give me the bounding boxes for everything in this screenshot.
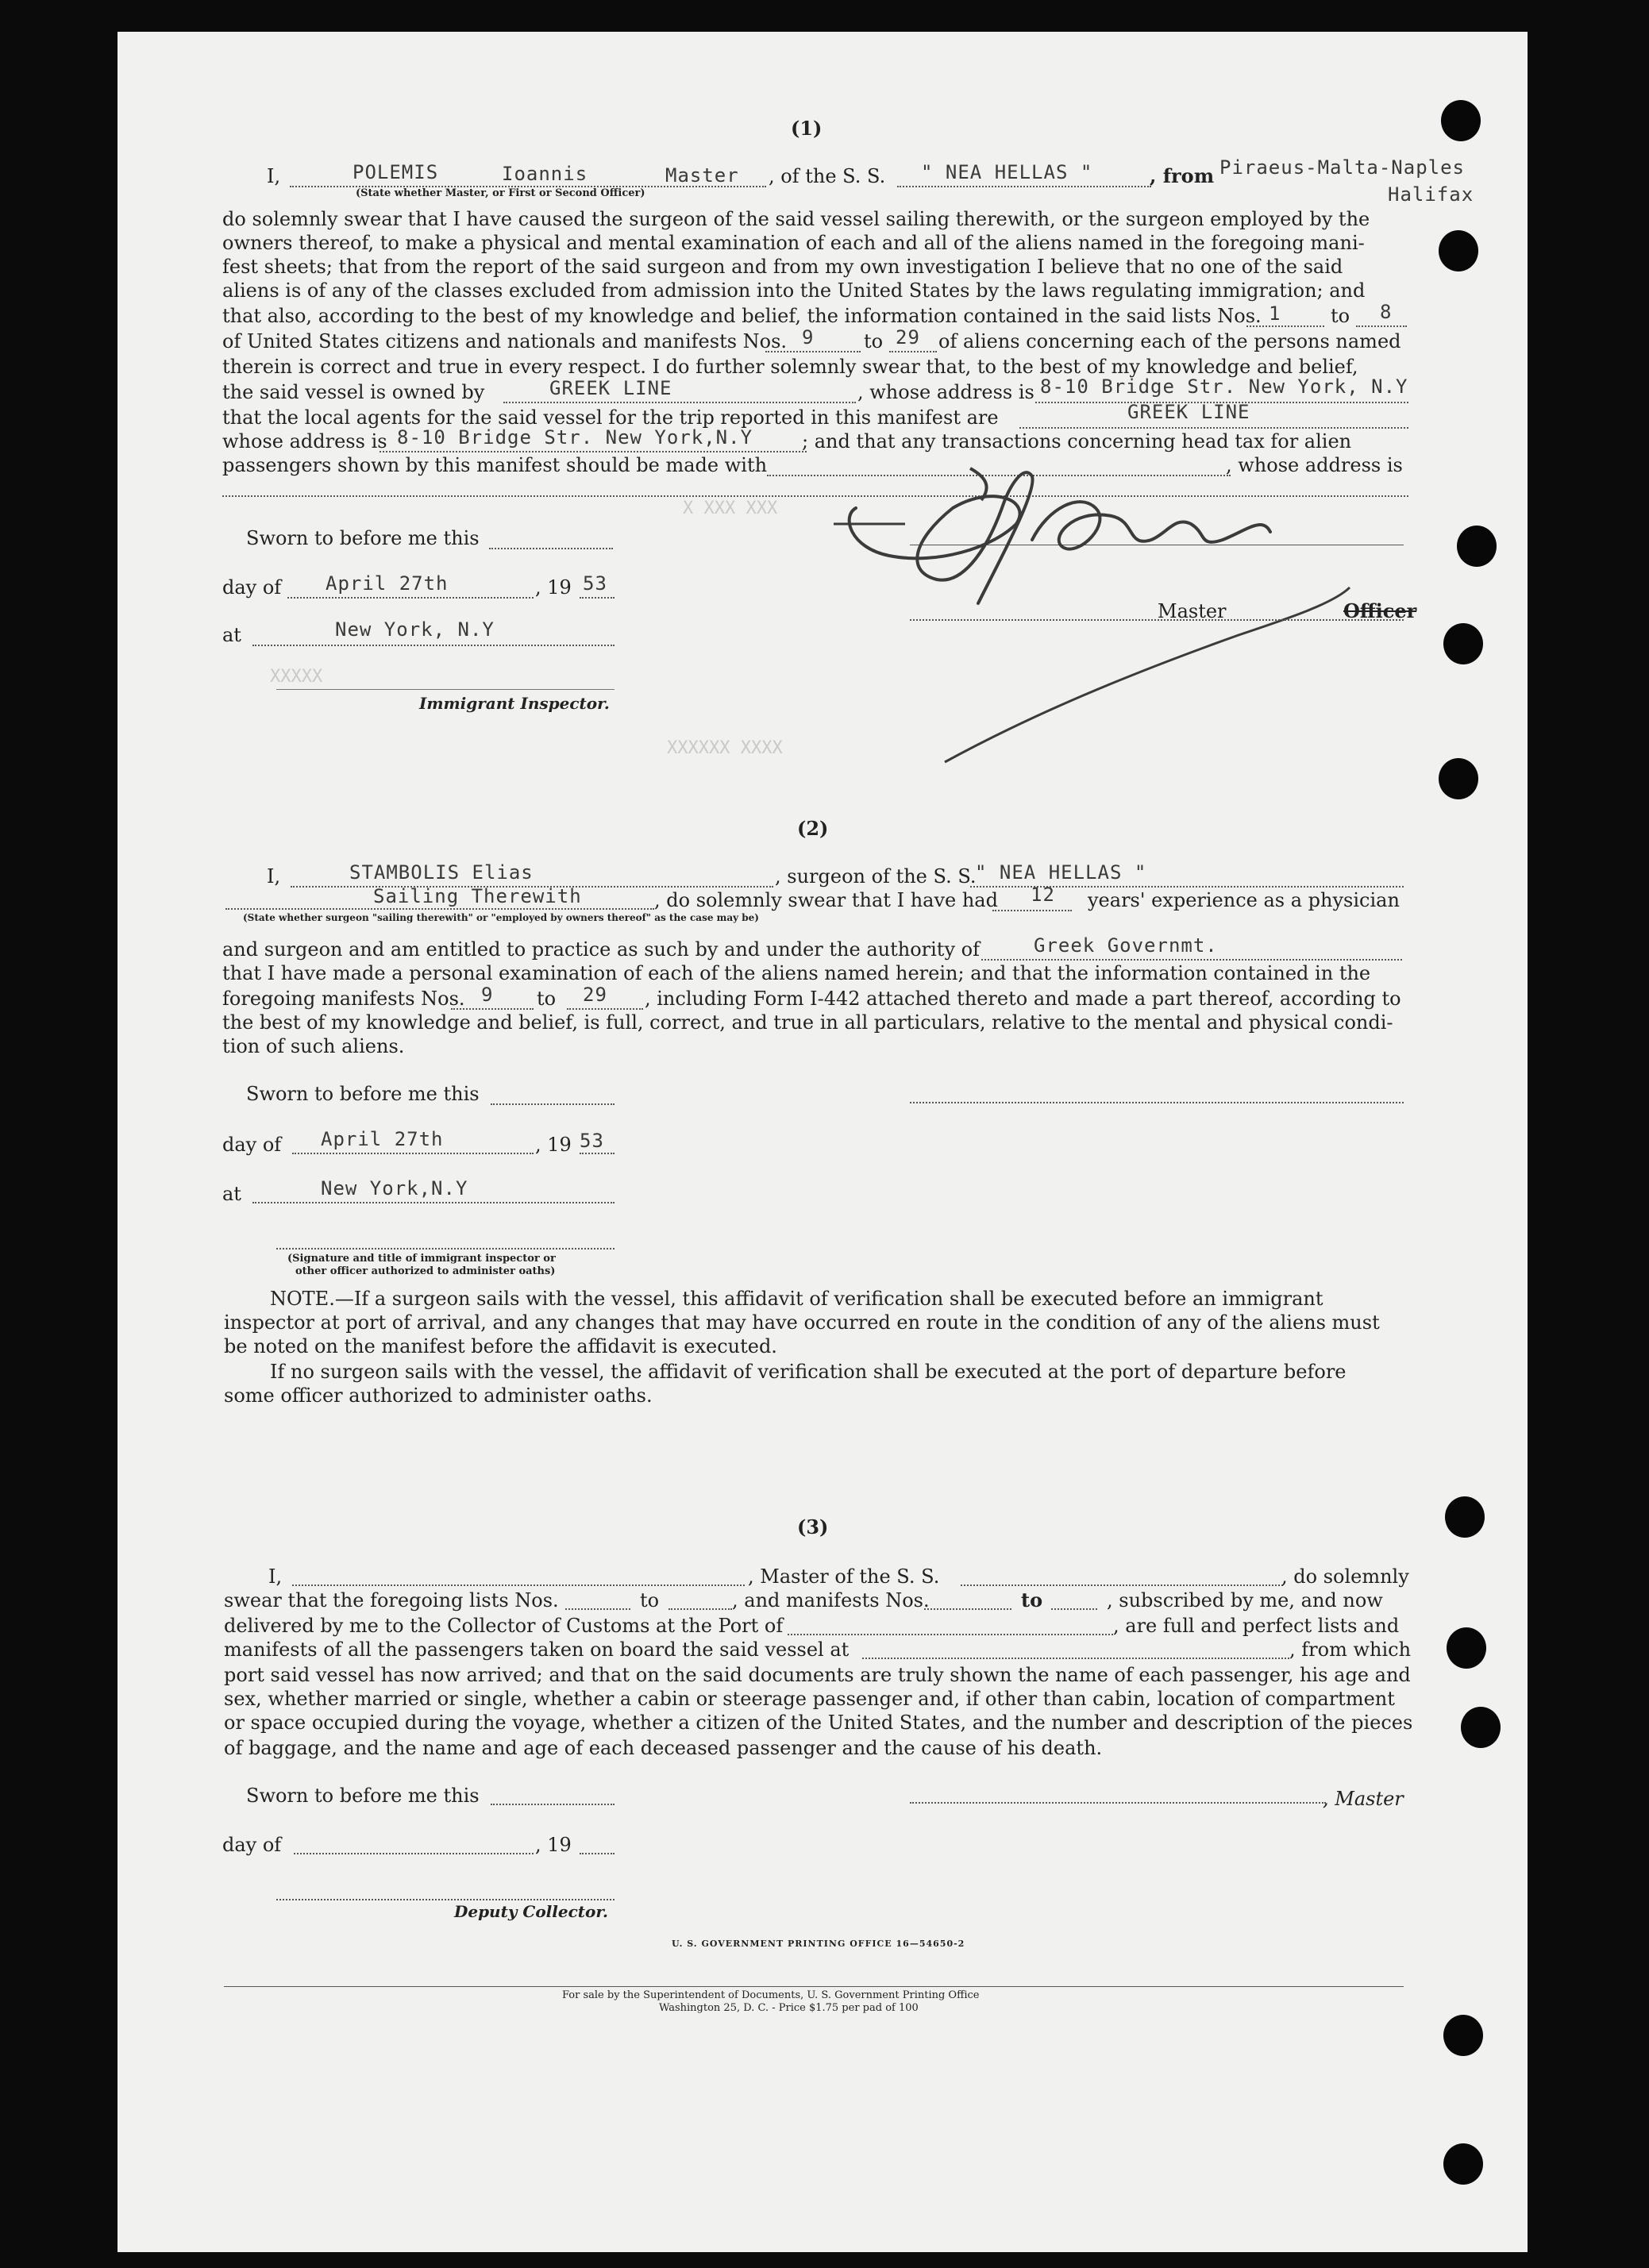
sworn-line — [491, 1804, 615, 1805]
surgeon-name: STAMBOLIS Elias — [349, 861, 534, 884]
surgeon-signature-line — [910, 1102, 1404, 1103]
agents: GREEK LINE — [1127, 401, 1250, 423]
s3-body: , are full and perfect lists and — [1113, 1615, 1400, 1637]
printing-office: U. S. GOVERNMENT PRINTING OFFICE 16—54650-2 — [672, 1939, 965, 1949]
note-line: If no surgeon sails with the vessel, the affidavit of verification shall be executed at the port of departure before — [270, 1361, 1347, 1383]
years-experience: 12 — [1031, 884, 1055, 906]
day-line — [294, 1853, 534, 1854]
year-prefix: , 19 — [535, 1134, 572, 1156]
s3-embark-line — [862, 1658, 1289, 1659]
to-label: to — [1331, 305, 1350, 327]
section-number: (3) — [797, 1515, 829, 1538]
label-i: I, — [267, 165, 281, 187]
s3-port-line — [788, 1634, 1113, 1635]
sworn-year: 53 — [583, 572, 607, 595]
s3-manifests-from-line — [924, 1608, 1011, 1610]
surgeon-of-label: , surgeon of the S. S. — [775, 865, 977, 888]
body-line: do solemnly swear that I have caused the surgeon of the said vessel sailing therewith, or the surgeon employed by the — [222, 208, 1370, 230]
s3-master-signature-line — [910, 1802, 1326, 1804]
status-hint: (State whether surgeon "sailing therewith" or "employed by owners thereof" as the case may be) — [243, 912, 759, 923]
body-line: therein is correct and true in every respect. I do further solemnly swear that, to the best of my knowledge and belief, — [222, 356, 1358, 378]
label-i: I, — [267, 865, 281, 888]
year-line — [580, 1853, 615, 1854]
day-of-label: day of — [222, 1134, 282, 1156]
sworn-label: Sworn to before me this — [246, 527, 480, 549]
surgeon-ship: " NEA HELLAS " — [975, 861, 1147, 884]
body-line: , including Form I-442 attached thereto and made a part thereof, according to — [645, 988, 1401, 1010]
body-line: ; and that any transactions concerning head tax for alien — [802, 430, 1352, 452]
owner-address: 8-10 Bridge Str. New York, N.Y — [1040, 375, 1408, 398]
year-prefix: , 19 — [535, 576, 572, 599]
day-of-label: day of — [222, 576, 282, 599]
route-secondary: Halifax — [1388, 183, 1474, 206]
from-label: , from — [1150, 164, 1215, 187]
body-line: tion of such aliens. — [222, 1035, 405, 1057]
officer-label: Officer — [1343, 599, 1417, 622]
swear-label: , do solemnly swear that I have had — [654, 889, 998, 911]
note-line: NOTE.—If a surgeon sails with the vessel, this affidavit of verification shall be executed before an immigrant — [270, 1288, 1323, 1310]
body-line: the best of my knowledge and belief, is full, correct, and true in all particulars, relative to the mental and physical condi- — [222, 1011, 1393, 1034]
s2-manifest-to: 29 — [583, 984, 607, 1006]
body-line: , whose address is — [857, 381, 1034, 403]
body-line: owners thereof, to make a physical and mental examination of each and all of the aliens named in the foregoing mani- — [222, 232, 1365, 254]
body-line: and surgeon and am entitled to practice as such by and under the authority of — [222, 938, 980, 961]
s3-lists-from-line — [565, 1608, 630, 1610]
lists-from: 1 — [1269, 302, 1281, 325]
agents-address: 8-10 Bridge Str. New York,N.Y — [397, 426, 753, 449]
day-of-label: day of — [222, 1834, 282, 1856]
sworn-label: Sworn to before me this — [246, 1785, 480, 1807]
place-line — [252, 1202, 615, 1203]
day-line — [292, 1153, 534, 1154]
inspector-signature-line — [276, 1248, 615, 1250]
sworn-line — [491, 1103, 615, 1105]
s3-solemnly: , do solemnly — [1281, 1565, 1409, 1588]
s2-from-line — [451, 1008, 534, 1010]
body-line: fest sheets; that from the report of the said surgeon and from my own investigation I believe that no one of the said — [222, 256, 1343, 278]
master-given-name: Ioannis — [502, 163, 588, 185]
deputy-label: Deputy Collector. — [454, 1902, 609, 1921]
owner: GREEK LINE — [549, 377, 672, 399]
sale-line: For sale by the Superintendent of Documents, U. S. Government Printing Office — [562, 1989, 980, 2001]
to-label: to — [640, 1589, 660, 1611]
s2-manifest-from: 9 — [481, 984, 494, 1006]
route-primary: Piraeus-Malta-Naples — [1219, 156, 1465, 179]
of-ss-label: , of the S. S. — [769, 165, 886, 187]
rank-hint: (State whether Master, or First or Second Officer) — [356, 187, 645, 199]
at-label: at — [222, 624, 241, 646]
bleed-through-text: XXXXX — [270, 667, 323, 687]
to-label: to — [537, 988, 557, 1010]
sig-hint: other officer authorized to administer oaths) — [295, 1265, 556, 1277]
s3-body: manifests of all the passengers taken on board the said vessel at — [224, 1638, 850, 1661]
master-title-line — [910, 619, 1404, 621]
authority-line — [981, 959, 1402, 961]
s3-ship-line — [961, 1585, 1283, 1586]
s3-body: swear that the foregoing lists Nos. — [224, 1589, 559, 1611]
s3-body: , and manifests Nos. — [732, 1589, 930, 1611]
s3-body: port said vessel has now arrived; and that on the said documents are truly shown the name of each passenger, his age and — [224, 1664, 1411, 1686]
s3-master-title: , Master — [1323, 1788, 1404, 1810]
years-line — [992, 910, 1072, 911]
body-line: of United States citizens and nationals and manifests Nos. — [222, 330, 788, 352]
s3-body: , subscribed by me, and now — [1107, 1589, 1383, 1611]
bleed-through-text: X XXX XXX — [683, 499, 778, 518]
to-label: to — [864, 330, 884, 352]
lists-to: 8 — [1380, 301, 1393, 323]
year-prefix: , 19 — [535, 1834, 572, 1856]
s3-body: or space occupied during the voyage, whether a citizen of the United States, and the number and description of the pieces — [224, 1712, 1413, 1734]
sworn-day: April 27th — [326, 572, 449, 595]
inspector-label: Immigrant Inspector. — [419, 694, 610, 713]
s2-sworn-year: 53 — [580, 1130, 604, 1152]
s2-to-line — [567, 1008, 643, 1010]
sworn-label: Sworn to before me this — [246, 1083, 480, 1105]
s3-master-label: , Master of the S. S. — [748, 1565, 940, 1588]
ship-name: " NEA HELLAS " — [921, 161, 1093, 183]
body-line: that I have made a personal examination of each of the aliens named herein; and that the information contained in the — [222, 962, 1371, 984]
sworn-place: New York, N.Y — [335, 618, 495, 641]
manifests-to: 29 — [896, 326, 920, 348]
s3-body: delivered by me to the Collector of Customs at the Port of — [224, 1615, 784, 1637]
body-line: whose address is — [222, 430, 387, 452]
label-i: I, — [268, 1565, 283, 1588]
s3-lists-to-line — [668, 1608, 732, 1610]
s2-sworn-day: April 27th — [321, 1128, 444, 1150]
surgeon-status: Sailing Therewith — [373, 885, 582, 907]
sig-hint: (Signature and title of immigrant inspector or — [287, 1253, 556, 1265]
body-line: that the local agents for the said vessel for the trip reported in this manifest are — [222, 406, 999, 429]
note-line: inspector at port of arrival, and any changes that may have occurred en route in the condition of any of the aliens must — [224, 1311, 1380, 1334]
to-label: to — [1021, 1588, 1043, 1611]
manifests-from: 9 — [802, 326, 815, 348]
s3-body: of baggage, and the name and age of each deceased passenger and the cause of his death. — [224, 1737, 1103, 1759]
surgeon-status-line — [225, 908, 654, 910]
master-surname: POLEMIS — [353, 161, 439, 183]
surgeon-authority: Greek Governmt. — [1034, 934, 1218, 957]
note-line: some officer authorized to administer oaths. — [224, 1384, 653, 1407]
s3-body: sex, whether married or single, whether a cabin or steerage passenger and, if other than cabin, location of compartment — [224, 1688, 1395, 1710]
body-line: foregoing manifests Nos. — [222, 988, 465, 1010]
s2-sworn-place: New York,N.Y — [321, 1177, 468, 1199]
body-line: of aliens concerning each of the persons named — [938, 330, 1401, 352]
body-line: , whose address is — [1226, 454, 1403, 476]
body-line: passengers shown by this manifest should be made with — [222, 454, 768, 476]
at-label: at — [222, 1183, 241, 1205]
body-line: the said vessel is owned by — [222, 381, 485, 403]
section-number: (2) — [797, 817, 829, 840]
years-text: years' experience as a physician — [1088, 889, 1400, 911]
bleed-through-text: XXXXXX XXXX — [667, 738, 783, 758]
s3-manifests-to-line — [1051, 1608, 1097, 1610]
footer-rule — [224, 1986, 1404, 1987]
s3-master-name-line — [292, 1585, 745, 1586]
year-line — [580, 1153, 615, 1154]
body-line: that also, according to the best of my knowledge and belief, the information contained in the said lists Nos. — [222, 305, 1262, 327]
master-rank: Master — [665, 164, 739, 187]
section-number: (1) — [791, 117, 823, 140]
s3-body: , from which — [1289, 1638, 1412, 1661]
body-line: aliens is of any of the classes excluded from admission into the United States by the laws regulating immigration; and — [222, 279, 1366, 302]
master-label: Master — [1158, 600, 1227, 622]
sale-line: Washington 25, D. C. - Price $1.75 per pad of 100 — [659, 2002, 919, 2014]
note-line: be noted on the manifest before the affidavit is executed. — [224, 1335, 777, 1357]
